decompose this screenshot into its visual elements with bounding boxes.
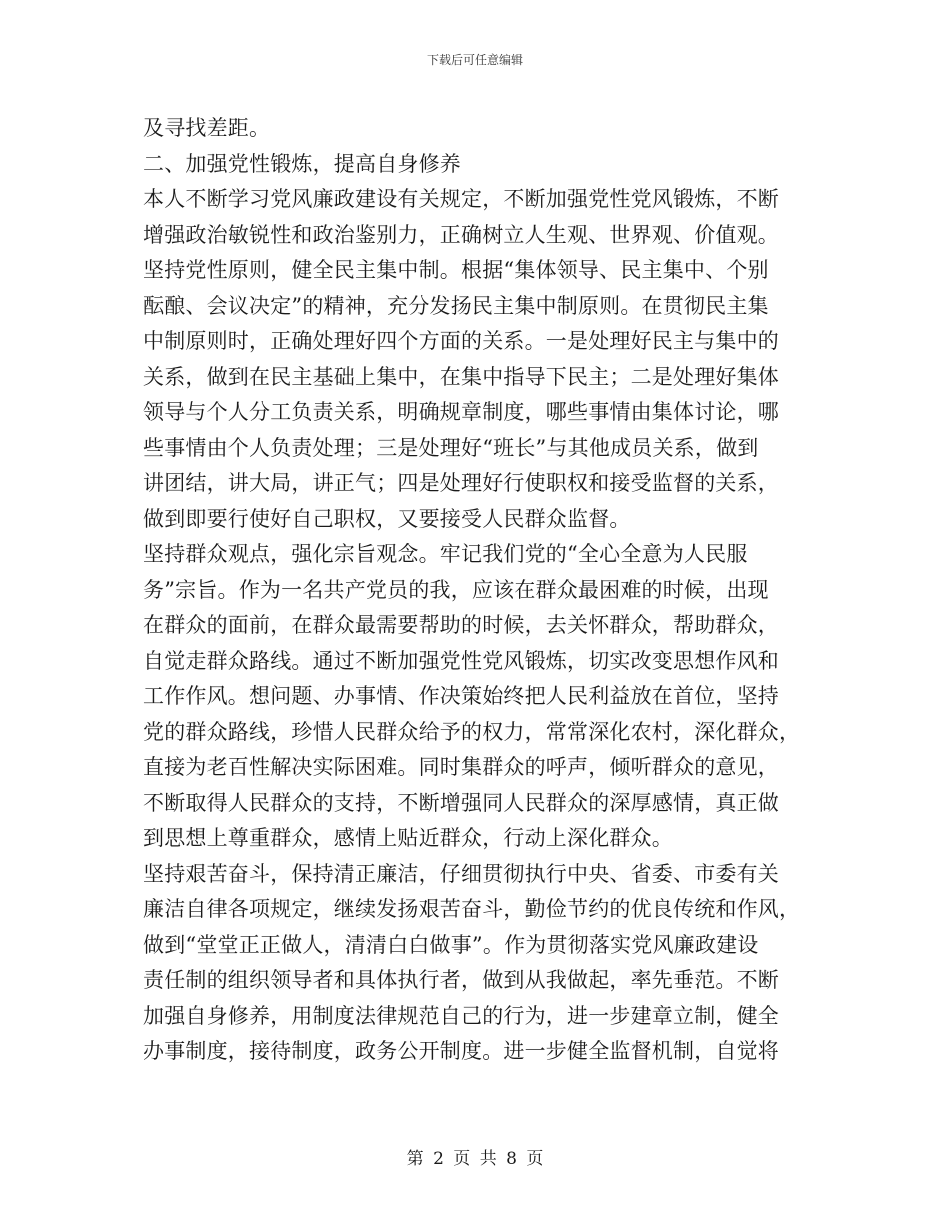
text-line: 到思想上尊重群众，感情上贴近群众，行动上深化群众。 [143, 826, 673, 850]
text-line: 坚持群众观点，强化宗旨观念。牢记我们党的“全心全意为人民服 [143, 542, 748, 566]
text-line: 加强自身修养，用制度法律规范自己的行为，进一步建章立制，健全 [143, 1003, 779, 1028]
page-header: 下载后可任意编辑 [426, 53, 523, 67]
text-line: 不断取得人民群众的支持，不断增强同人民群众的深厚感情，真正做 [143, 790, 779, 815]
text-line: 本人不断学习党风廉政建设有关规定，不断加强党性党风锻炼，不断 [143, 187, 779, 211]
document-body [143, 111, 808, 1070]
text-line: 中制原则时，正确处理好四个方面的关系。一是处理好民主与集中的 [143, 329, 779, 353]
text-line: 党的群众路线，珍惜人民群众给予的权力，常常深化农村，深化群众， [143, 719, 801, 744]
text-line: 关系，做到在民主基础上集中，在集中指导下民主；二是处理好集体 [143, 364, 779, 389]
text-line: 酝酿、会议决定”的精神，充分发扬民主集中制原则。在贯彻民主集 [143, 293, 769, 318]
text-line: 做到即要行使好自己职权，又要接受人民群众监督。 [143, 506, 631, 531]
text-line: 些事情由个人负责处理；三是处理好“班长”与其他成员关系，做到 [143, 435, 759, 460]
text-line: 领导与个人分工负责关系，明确规章制度，哪些事情由集体讨论，哪 [143, 400, 779, 424]
text-line: 及寻找差距。 [143, 116, 271, 140]
page-footer: 第 2 页 共 8 页 [406, 1149, 544, 1169]
text-line: 廉洁自律各项规定，继续发扬艰苦奋斗，勤俭节约的优良传统和作风， [143, 897, 801, 921]
text-line: 责任制的组织领导者和具体执行者，做到从我做起，率先垂范。不断 [143, 968, 779, 992]
text-line: 做到“堂堂正正做人，清清白白做事”。作为贯彻落实党风廉政建设 [143, 932, 759, 957]
text-line: 在群众的面前，在群众最需要帮助的时候，去关怀群众，帮助群众， [143, 613, 779, 637]
text-line: 直接为老百性解决实际困难。同时集群众的呼声，倾听群众的意见， [143, 755, 779, 779]
section-heading: 二、加强党性锻炼，提高自身修养 [143, 151, 461, 176]
text-line: 务”宗旨。作为一名共产党员的我，应该在群众最困难的时候，出现 [143, 577, 769, 602]
text-line: 工作作风。想问题、办事情、作决策始终把人民利益放在首位，坚持 [143, 684, 779, 708]
text-line: 增强政治敏锐性和政治鉴别力，正确树立人生观、世界观、价值观。 [143, 222, 779, 247]
text-line: 坚持艰苦奋斗，保持清正廉洁，仔细贯彻执行中央、省委、市委有关 [143, 861, 779, 886]
text-line: 自觉走群众路线。通过不断加强党性党风锻炼，切实改变思想作风和 [143, 648, 779, 673]
text-line: 讲团结，讲大局，讲正气；四是处理好行使职权和接受监督的关系， [143, 471, 779, 495]
text-line: 坚持党性原则，健全民主集中制。根据“集体领导、民主集中、个别 [143, 258, 769, 282]
text-line: 办事制度，接待制度，政务公开制度。进一步健全监督机制，自觉将 [143, 1039, 779, 1063]
